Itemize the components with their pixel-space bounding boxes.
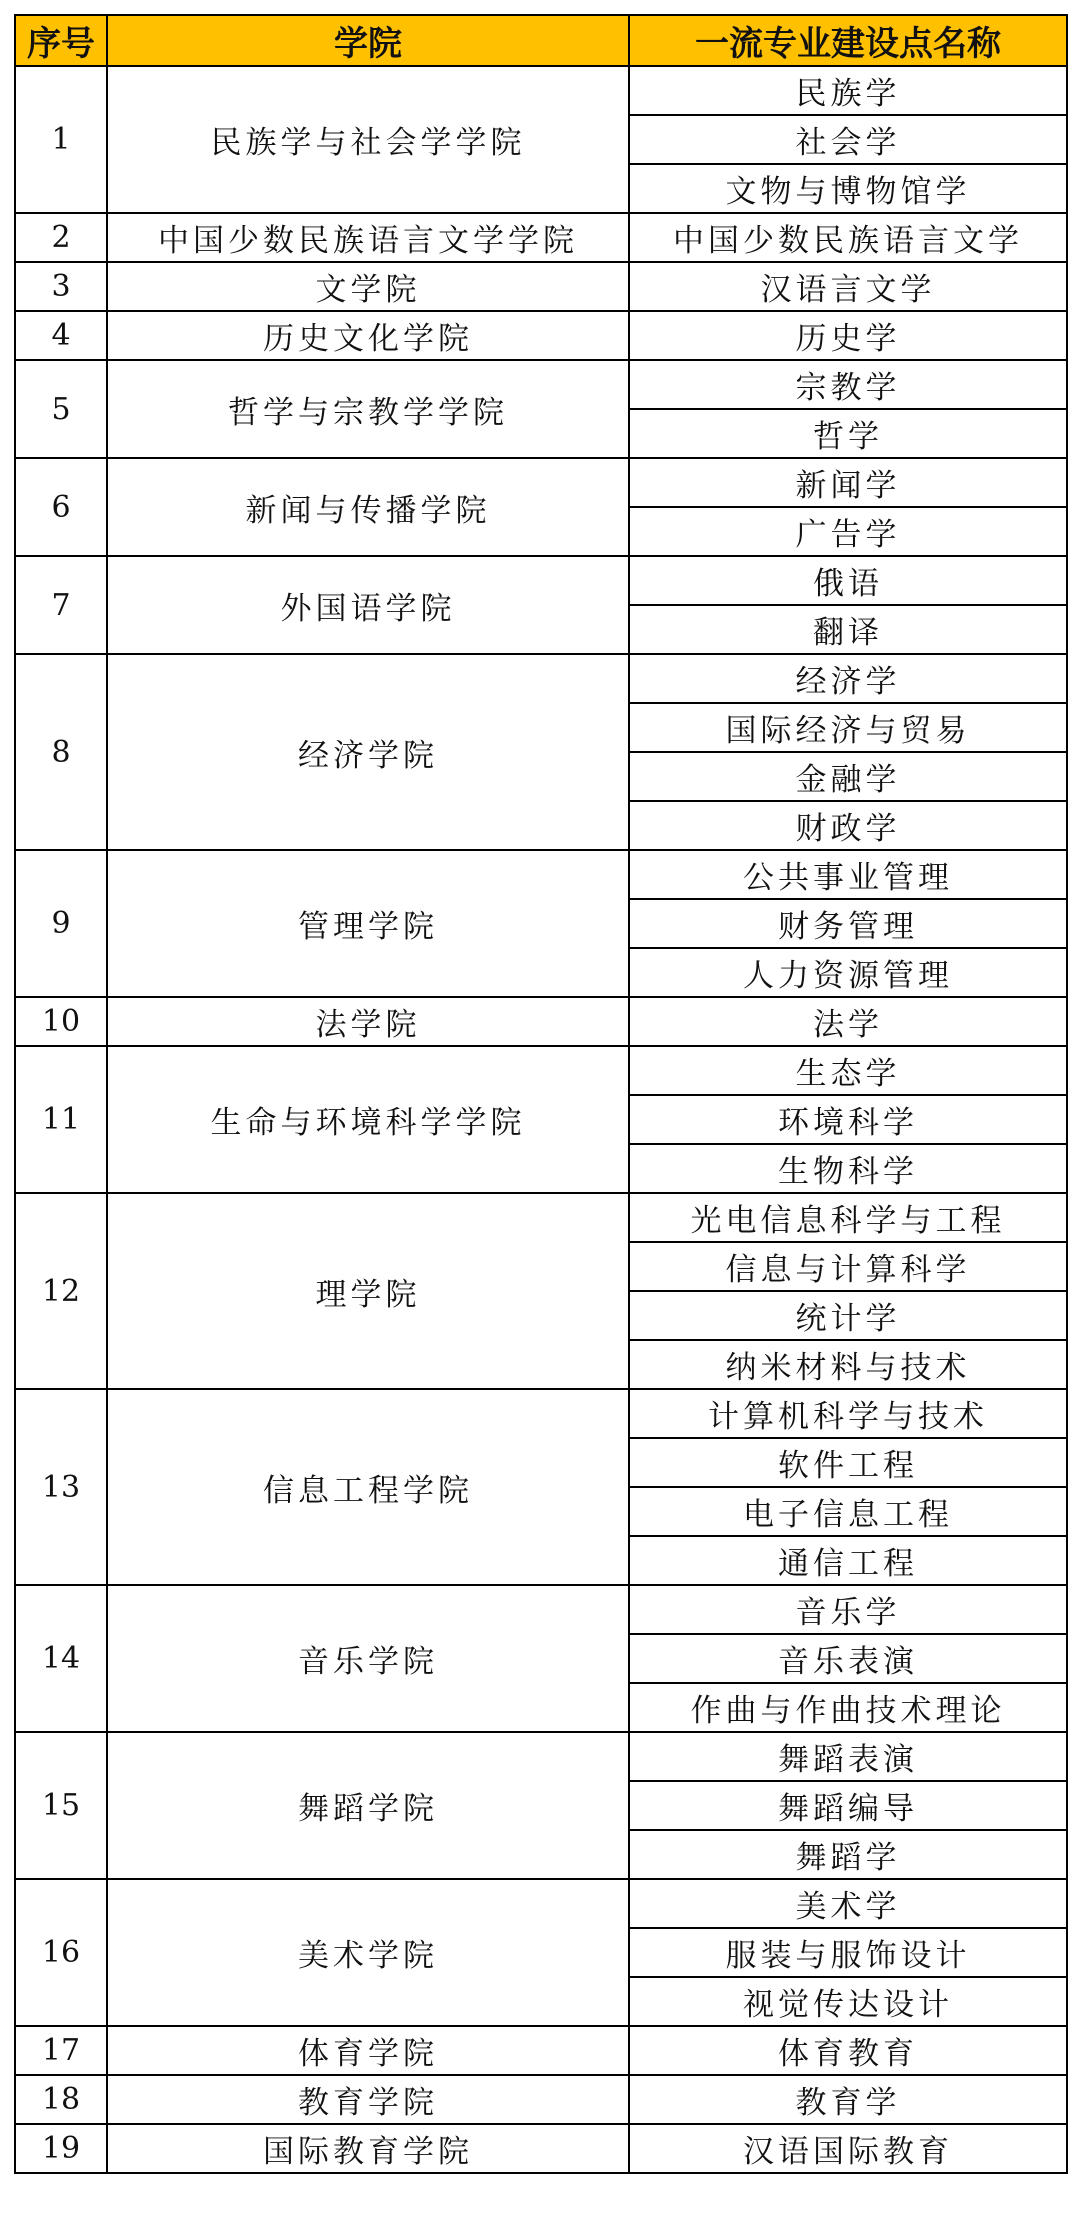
table-row [15,2026,1067,2075]
row-index-cell: 19 [15,2124,107,2173]
major-cell: 通信工程 [629,1536,1067,1585]
header-index: 序号 [15,15,107,66]
school-cell: 经济学院 [107,654,629,850]
major-cell: 生态学 [629,1046,1067,1095]
row-index-cell: 9 [15,850,107,997]
school-cell: 体育学院 [107,2026,629,2075]
row-index-cell: 15 [15,1732,107,1879]
major-cell: 计算机科学与技术 [629,1389,1067,1438]
major-cell: 俄语 [629,556,1067,605]
major-cell: 服装与服饰设计 [629,1928,1067,1977]
row-index-cell: 18 [15,2075,107,2124]
major-cell: 金融学 [629,752,1067,801]
table-row [15,1879,1067,1928]
major-cell: 美术学 [629,1879,1067,1928]
school-cell: 中国少数民族语言文学学院 [107,213,629,262]
school-cell: 国际教育学院 [107,2124,629,2173]
table-row [15,2075,1067,2124]
major-cell: 社会学 [629,115,1067,164]
row-index-cell: 2 [15,213,107,262]
row-index-cell: 8 [15,654,107,850]
table-row [15,262,1067,311]
major-cell: 作曲与作曲技术理论 [629,1683,1067,1732]
major-cell: 视觉传达设计 [629,1977,1067,2026]
major-cell: 音乐表演 [629,1634,1067,1683]
table-row [15,850,1067,899]
major-cell: 信息与计算科学 [629,1242,1067,1291]
major-cell: 统计学 [629,1291,1067,1340]
major-cell: 环境科学 [629,1095,1067,1144]
school-cell: 文学院 [107,262,629,311]
major-cell: 体育教育 [629,2026,1067,2075]
major-cell: 宗教学 [629,360,1067,409]
major-cell: 软件工程 [629,1438,1067,1487]
major-cell: 哲学 [629,409,1067,458]
table-row [15,1732,1067,1781]
row-index-cell: 12 [15,1193,107,1389]
major-cell: 纳米材料与技术 [629,1340,1067,1389]
major-cell: 教育学 [629,2075,1067,2124]
major-cell: 文物与博物馆学 [629,164,1067,213]
major-cell: 广告学 [629,507,1067,556]
major-cell: 财务管理 [629,899,1067,948]
row-index-cell: 6 [15,458,107,556]
table-row [15,1046,1067,1095]
school-cell: 管理学院 [107,850,629,997]
table-row [15,2124,1067,2173]
major-cell: 历史学 [629,311,1067,360]
table-header [15,15,1067,66]
header-row [15,15,1067,66]
table-row [15,654,1067,703]
major-cell: 汉语国际教育 [629,2124,1067,2173]
school-cell: 教育学院 [107,2075,629,2124]
major-cell: 舞蹈表演 [629,1732,1067,1781]
major-cell: 财政学 [629,801,1067,850]
majors-table-container [14,14,1066,2174]
school-cell: 生命与环境科学学院 [107,1046,629,1193]
school-cell: 音乐学院 [107,1585,629,1732]
major-cell: 人力资源管理 [629,948,1067,997]
row-index-cell: 7 [15,556,107,654]
row-index-cell: 14 [15,1585,107,1732]
table-row [15,1193,1067,1242]
major-cell: 汉语言文学 [629,262,1067,311]
school-cell: 外国语学院 [107,556,629,654]
row-index-cell: 1 [15,66,107,213]
major-cell: 新闻学 [629,458,1067,507]
major-cell: 音乐学 [629,1585,1067,1634]
table-row [15,213,1067,262]
row-index-cell: 5 [15,360,107,458]
school-cell: 理学院 [107,1193,629,1389]
majors-table [14,14,1068,2174]
table-row [15,556,1067,605]
major-cell: 公共事业管理 [629,850,1067,899]
row-index-cell: 10 [15,997,107,1046]
row-index-cell: 17 [15,2026,107,2075]
major-cell: 国际经济与贸易 [629,703,1067,752]
table-row [15,1389,1067,1438]
row-index-cell: 11 [15,1046,107,1193]
table-row [15,66,1067,115]
major-cell: 光电信息科学与工程 [629,1193,1067,1242]
table-row [15,997,1067,1046]
row-index-cell: 16 [15,1879,107,2026]
row-index-cell: 4 [15,311,107,360]
school-cell: 舞蹈学院 [107,1732,629,1879]
row-index-cell: 3 [15,262,107,311]
major-cell: 电子信息工程 [629,1487,1067,1536]
school-cell: 新闻与传播学院 [107,458,629,556]
table-body [15,66,1067,2173]
school-cell: 法学院 [107,997,629,1046]
school-cell: 历史文化学院 [107,311,629,360]
row-index-cell: 13 [15,1389,107,1585]
school-cell: 信息工程学院 [107,1389,629,1585]
school-cell: 美术学院 [107,1879,629,2026]
table-row [15,311,1067,360]
header-school: 学院 [107,15,629,66]
table-row [15,458,1067,507]
major-cell: 翻译 [629,605,1067,654]
major-cell: 中国少数民族语言文学 [629,213,1067,262]
school-cell: 哲学与宗教学学院 [107,360,629,458]
school-cell: 民族学与社会学学院 [107,66,629,213]
major-cell: 法学 [629,997,1067,1046]
table-row [15,1585,1067,1634]
major-cell: 舞蹈学 [629,1830,1067,1879]
major-cell: 民族学 [629,66,1067,115]
major-cell: 生物科学 [629,1144,1067,1193]
header-major: 一流专业建设点名称 [629,15,1067,66]
major-cell: 舞蹈编导 [629,1781,1067,1830]
major-cell: 经济学 [629,654,1067,703]
table-row [15,360,1067,409]
